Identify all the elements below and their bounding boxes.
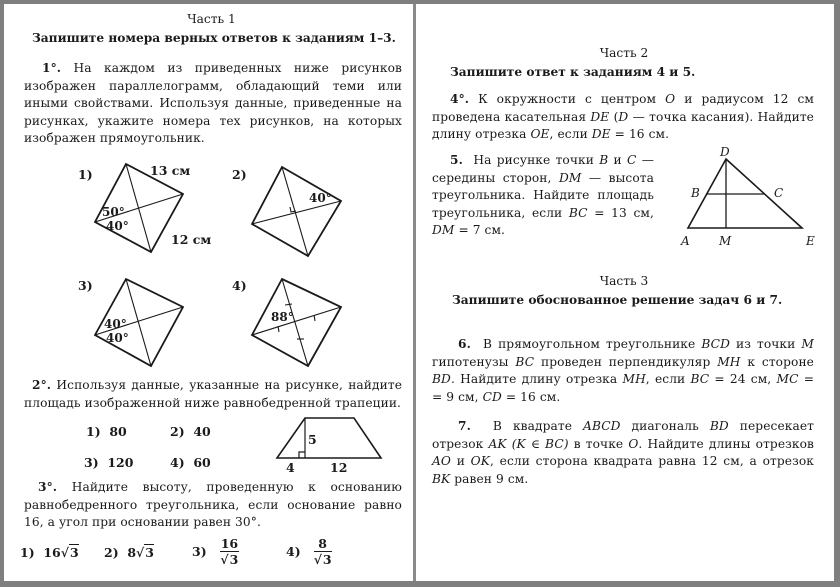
part3-instruction: Запишите обоснованное решение задач 6 и 7. [452, 293, 783, 307]
task1-number: 1°. [42, 61, 62, 75]
part1-title: Часть 1 [187, 12, 236, 26]
task2-option-1[interactable]: 1) 80 [86, 424, 127, 439]
trapezoid-figure [24, 4, 424, 504]
task3-body: Найдите высоту, проведенную к основанию равнобедренного треугольника, если основание равно 16, а угол при основании равен 30°. [24, 480, 402, 529]
triangle-figure [434, 4, 834, 264]
fig3-angle-40a: 40° [104, 317, 127, 331]
fig1-side-13: 13 см [150, 163, 191, 178]
task2-number: 2°. [32, 378, 52, 392]
part2-title: Часть 2 [599, 46, 649, 60]
task3-option-1[interactable]: 1) 16√3 [20, 545, 79, 560]
task6-text: 6. В прямоугольном треугольнике BCD из точки M гипотенузы BC проведен перпендикуляр MH к стороне BD. Найдите длину отрезка MH, если BC = 24 см, MC = = 9 см, CD = 16 см. [432, 337, 815, 404]
label-D: D [720, 145, 730, 159]
task7-text: 7. В квадрате ABCD диагональ BD пересекает отрезок AK (K ∈ BC) в точке O. Найдите длины отрезков AO и OK, если сторона квадрата равна 12 см, а отрезок BK равен 9 см. [432, 419, 814, 486]
task1-body: На каждом из приведенных ниже рисунков изображен параллелограмм, обладающий теми или иными свойствами. Используя данные, приведенные на рисунках, укажите номера тех рисунков, на которых изображен прямоугольник. [24, 61, 402, 145]
figure1-label: 1) [78, 167, 93, 182]
label-C: C [774, 186, 784, 200]
label-B: B [691, 186, 700, 200]
task2-option-3[interactable]: 3) 120 [84, 455, 134, 470]
task2-option-4[interactable]: 4) 60 [170, 455, 211, 470]
fig3-angle-40b: 40° [106, 331, 129, 345]
task3-number: 3°. [38, 480, 58, 494]
task7-number: 7. [458, 419, 471, 433]
label-E: E [806, 234, 815, 248]
task5-number: 5. [450, 153, 463, 167]
task4-text: 4°. К окружности с центром O и радиусом 12 см проведена касательная DE (D — точка касания). Найдите длину отрезка OE, если DE = 16 см. [432, 92, 815, 141]
task3-option-3[interactable]: 3) $\frac{16}{√3}$ [192, 536, 239, 567]
figure3-label: 3) [78, 278, 93, 293]
trapezoid-segment-4: 4 [286, 460, 295, 475]
label-M: M [719, 234, 732, 248]
trapezoid-height-5: 5 [308, 432, 317, 447]
worksheet-page [4, 4, 834, 581]
fig1-side-12: 12 см [171, 232, 212, 247]
part1-instruction: Запишите номера верных ответов к заданиям 1–3. [32, 31, 396, 45]
task3-text [24, 479, 402, 532]
task5-text: 5. На рисунке точки B и C — середины сторон, DM — высота треугольника. Найдите площадь треугольника, если BC = 13 см, DM = 7 см. [432, 153, 654, 237]
fig1-angle-50: 50° [102, 205, 125, 219]
fig2-angle-40: 40° [309, 191, 332, 205]
task3-option-2[interactable]: 2) 8√3 [104, 545, 154, 560]
trapezoid-segment-12: 12 [330, 460, 348, 475]
task4-number: 4°. [450, 92, 470, 106]
figure4-label: 4) [232, 278, 247, 293]
task6-number: 6. [458, 337, 471, 351]
task2-body: Используя данные, указанные на рисунке, найдите площадь изображенной ниже равнобедренной трапеции. [24, 378, 402, 410]
task2-option-2[interactable]: 2) 40 [170, 424, 211, 439]
task3-option-4[interactable]: 4) $\frac{8}{√3}$ [286, 536, 332, 567]
label-A: A [681, 234, 690, 248]
fig1-angle-40: 40° [106, 219, 129, 233]
figure2-label: 2) [232, 167, 247, 182]
part2-instruction: Запишите ответ к заданиям 4 и 5. [450, 65, 696, 79]
part3-title: Часть 3 [599, 274, 649, 288]
fig4-angle-88: 88° [271, 310, 294, 324]
